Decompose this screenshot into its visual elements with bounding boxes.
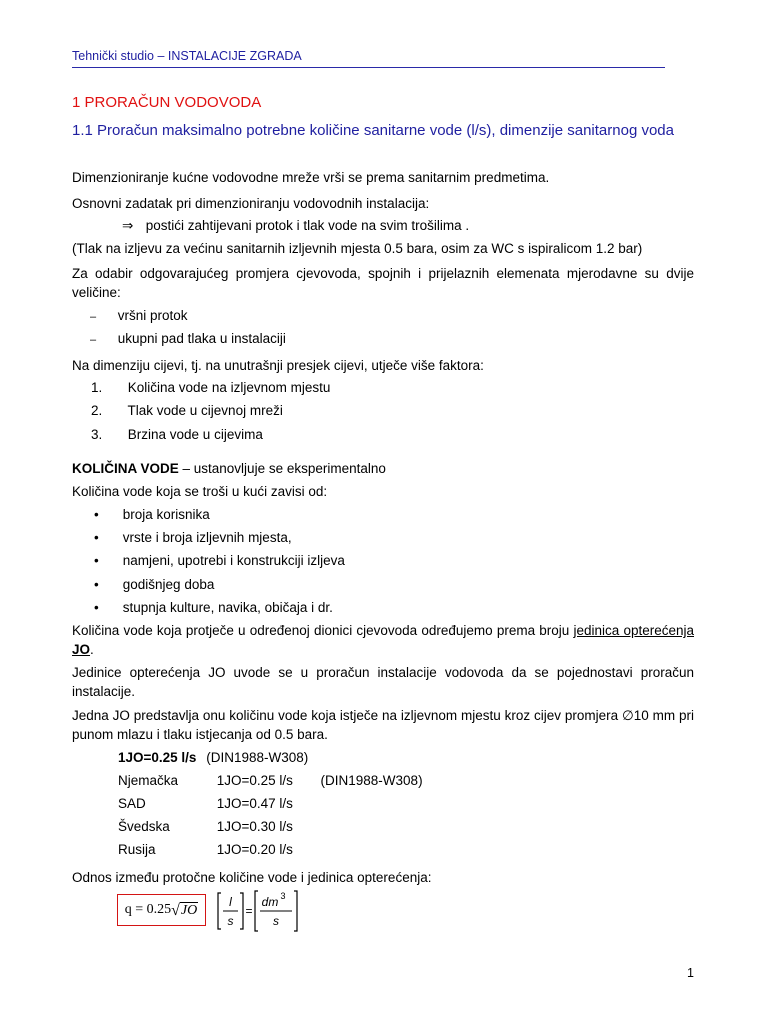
jo-main-bold: 1JO=0.25 l/s <box>118 750 197 765</box>
list-number: 3. <box>91 427 103 442</box>
arrow-item-text: postići zahtijevani protok i tlak vode na svim trošilima . <box>145 218 470 233</box>
list-number: 1. <box>91 380 103 395</box>
bullet-icon: • <box>94 530 99 545</box>
bullet-icon: • <box>94 600 99 615</box>
jo-abbrev: JO <box>72 642 91 657</box>
jo-country: Njemačka <box>118 773 179 788</box>
heading-2: 1.1 Proračun maksimalno potrebne količine sanitarne vode (l/s), dimenzije sanitarnog voda <box>72 122 674 139</box>
numbered-list-item <box>91 425 263 444</box>
list-number: 2. <box>91 403 103 418</box>
jo-main-value <box>118 748 308 767</box>
table-row <box>118 840 317 859</box>
dash-item-text: ukupni pad tlaka u instalaciji <box>117 331 286 346</box>
formula-radicand: JO <box>180 902 198 918</box>
jo-country: SAD <box>118 796 146 811</box>
list-item-text: Tlak vode u cijevnoj mreži <box>127 403 283 418</box>
page-number: 1 <box>687 966 694 980</box>
paragraph-8: Jedinice opterećenja JO uvode se u proračun instalacije vodovoda da se pojednostavi proračun instalacije. <box>72 665 694 699</box>
jo-value: 1JO=0.47 l/s <box>216 796 293 811</box>
bullet-list-item <box>94 575 214 594</box>
paragraph-9: Jedna JO predstavlja onu količinu vode koja istječe na izljevnom mjestu kroz cijev promjera ∅10 mm pri punom mlazu i tlaku istjecanja od 0.5 bara. <box>72 708 694 742</box>
formula-box <box>117 894 206 926</box>
table-row <box>118 817 317 836</box>
kolicina-vode-text: – ustanovljuje se eksperimentalno <box>178 461 386 476</box>
jedinice-link-text: jedinica opterećenja <box>573 623 694 638</box>
dash-icon: – <box>90 334 97 346</box>
table-row <box>118 771 423 790</box>
kolicina-vode-paragraph <box>72 459 694 478</box>
bullet-item-text: namjeni, upotrebi i konstrukciji izljeva <box>122 553 345 568</box>
units-right-sup: 3 <box>280 891 286 901</box>
numbered-list-item <box>91 401 283 420</box>
numbered-list-item <box>91 378 330 397</box>
dash-icon: – <box>90 311 97 323</box>
bullet-item-text: broja korisnika <box>122 507 210 522</box>
jo-country: Švedska <box>118 819 170 834</box>
radical-icon: √ <box>171 901 180 919</box>
dash-list-item <box>90 306 188 327</box>
sqrt-symbol <box>171 902 198 919</box>
paragraph-7 <box>72 621 694 659</box>
paragraph-7-end: . <box>90 642 94 657</box>
units-right-den: s <box>273 914 279 928</box>
bullet-item-text: stupnja kulture, navika, običaja i dr. <box>122 600 333 615</box>
jo-note: (DIN1988-W308) <box>320 773 423 788</box>
units-right-num: dm <box>261 895 279 909</box>
heading-1: 1 PRORAČUN VODOVODA <box>72 94 262 111</box>
units-left-num: l <box>229 895 232 909</box>
bullet-icon: • <box>94 577 99 592</box>
jo-value: 1JO=0.30 l/s <box>216 819 293 834</box>
bullet-list-item <box>94 505 210 524</box>
bullet-icon: • <box>94 507 99 522</box>
bullet-list-item <box>94 598 333 617</box>
bullet-list-item <box>94 528 292 547</box>
arrow-list-item <box>122 216 469 235</box>
list-item-text: Količina vode na izljevnom mjestu <box>127 380 331 395</box>
units-fraction <box>217 889 307 933</box>
paragraph-6: Količina vode koja se troši u kući zavisi od: <box>72 484 328 499</box>
paragraph-1: Dimenzioniranje kućne vodovodne mreže vrši se prema sanitarnim predmetima. <box>72 170 550 185</box>
units-left-den: s <box>227 914 234 928</box>
table-row <box>118 794 317 813</box>
dash-list-item <box>90 329 286 350</box>
jo-value: 1JO=0.25 l/s <box>216 773 293 788</box>
kolicina-vode-label: KOLIČINA VODE <box>72 461 179 476</box>
bullet-list-item <box>94 551 345 570</box>
units-equals: = <box>245 904 253 918</box>
bullet-item-text: godišnjeg doba <box>122 577 215 592</box>
paragraph-7-text: Količina vode koja protječe u određenoj dionici cjevovoda određujemo prema broju <box>72 623 574 638</box>
bullet-icon: • <box>94 553 99 568</box>
page-header: Tehnički studio – INSTALACIJE ZGRADA <box>72 49 665 68</box>
paragraph-5: Na dimenziju cijevi, tj. na unutrašnji presjek cijevi, utječe više faktora: <box>72 358 484 373</box>
bullet-item-text: vrste i broja izljevnih mjesta, <box>122 530 292 545</box>
paragraph-3: (Tlak na izljevu za većinu sanitarnih izljevnih mjesta 0.5 bara, osim za WC s ispiralicom 1.2 bar) <box>72 241 643 256</box>
jo-main-note: (DIN1988-W308) <box>206 750 309 765</box>
jo-value: 1JO=0.20 l/s <box>216 842 293 857</box>
list-item-text: Brzina vode u cijevima <box>127 427 263 442</box>
paragraph-10: Odnos između protočne količine vode i jedinica opterećenja: <box>72 870 432 885</box>
dash-item-text: vršni protok <box>117 308 188 323</box>
paragraph-2: Osnovni zadatak pri dimenzioniranju vodovodnih instalacija: <box>72 196 430 211</box>
arrow-icon: ⇒ <box>122 218 134 233</box>
formula-lhs: q = 0.25 <box>124 902 172 917</box>
jo-country: Rusija <box>118 842 156 857</box>
paragraph-4: Za odabir odgovarajućeg promjera cjevovoda, spojnih i prijelaznih elemenata mjerodavne su dvije veličine: <box>72 266 694 300</box>
